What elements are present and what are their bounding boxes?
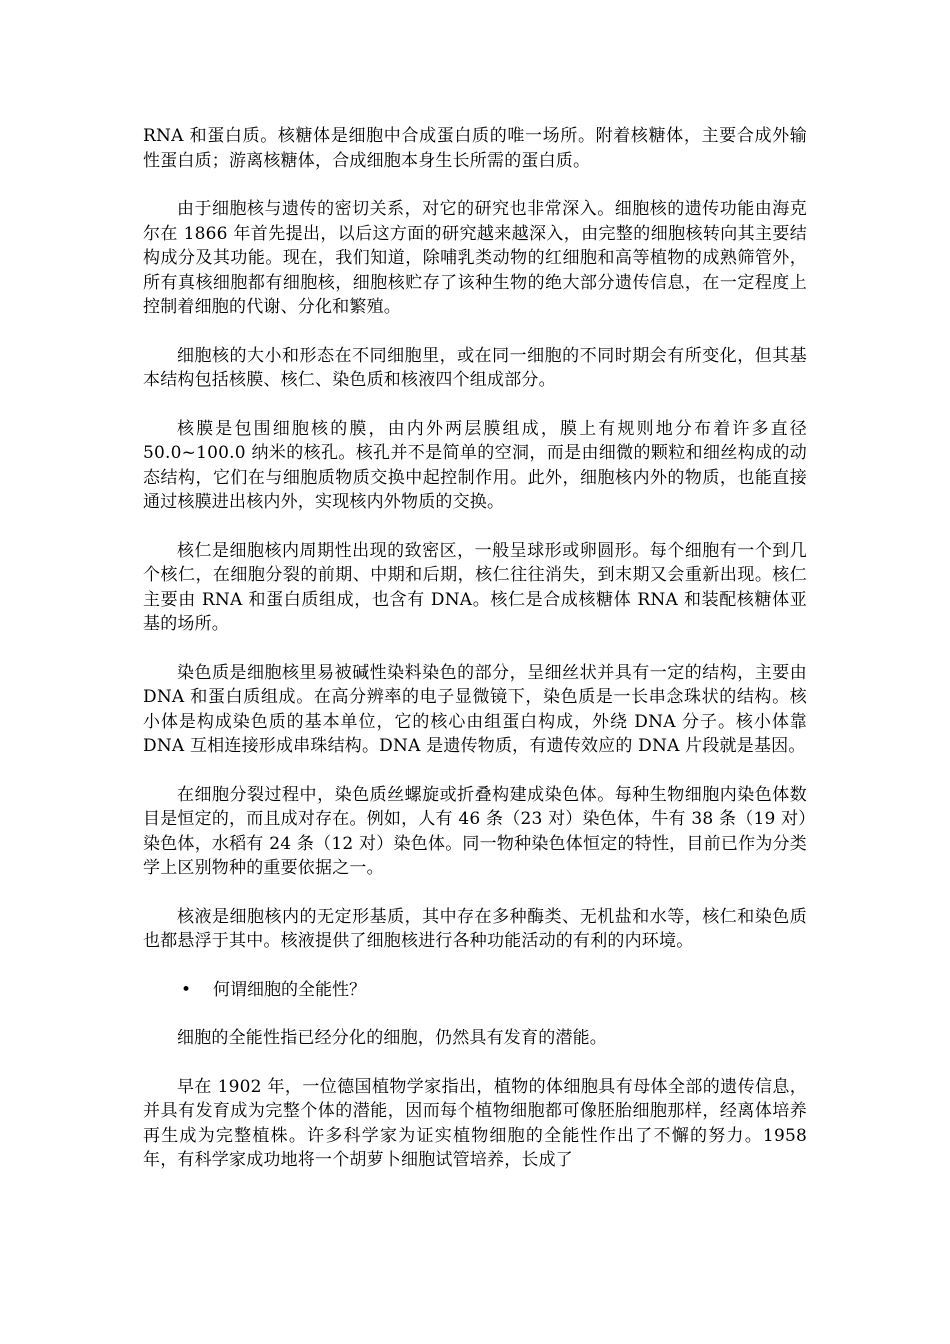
paragraph-totipotency-history: 早在 1902 年，一位德国植物学家指出，植物的体细胞具有母体全部的遗传信息，并具有发育成为完整个体的潜能，因而每个植物细胞都可像胚胎细胞那样，经离体培养再生成为完整植株。许多科学家为证实植物细胞的全能性作出了不懈的努力。1958 年，有科学家成功地将一个胡萝卜细胞试管培养，长成了 — [143, 1076, 807, 1170]
paragraph-gap — [143, 393, 807, 417]
paragraph-nucleolus: 核仁是细胞核内周期性出现的致密区，一般呈球形或卵圆形。每个细胞有一个到几个核仁，在细胞分裂的前期、中期和后期，核仁往往消失，到末期又会重新出现。核仁主要由 RNA 和蛋白质组成，也含有 DNA。核仁是合成核糖体 RNA 和装配核糖体亚基的场所。 — [143, 540, 807, 634]
paragraph-chromosome: 在细胞分裂过程中，染色质丝螺旋或折叠构建成染色体。每种生物细胞内染色体数目是恒定的，而且成对存在。例如，人有 46 条（23 对）染色体，牛有 38 条（19 对）染色体，水稻有 24 条（12 对）染色体。同一物种染色体恒定的特性，目前已作为分类学上区别物种的重要依据之一。 — [143, 784, 807, 878]
paragraph-nucleus-structure: 细胞核的大小和形态在不同细胞里，或在同一细胞的不同时期会有所变化，但其基本结构包括核膜、核仁、染色质和核液四个组成部分。 — [143, 345, 807, 390]
paragraph-gap — [143, 515, 807, 539]
paragraph-chromatin: 染色质是细胞核里易被碱性染料染色的部分，呈细丝状并具有一定的结构，主要由 DNA 和蛋白质组成。在高分辨率的电子显微镜下，染色质是一长串念珠状的结构。核小体是构成染色质的基本单位，它的核心由组蛋白构成，外绕 DNA 分子。核小体靠 DNA 互相连接形成串珠结构。DNA 是遗传物质，有遗传效应的 DNA 片段就是基因。 — [143, 662, 807, 756]
document-page — [143, 124, 807, 1173]
paragraph-nuclear-sap: 核液是细胞核内的无定形基质，其中存在多种酶类、无机盐和水等，核仁和染色质也都悬浮于其中。核液提供了细胞核进行各种功能活动的有利的内环境。 — [143, 906, 807, 951]
bullet-question-text: 何谓细胞的全能性？ — [213, 979, 366, 1000]
paragraph-nuclear-membrane: 核膜是包围细胞核的膜，由内外两层膜组成，膜上有规则地分布着许多直径 50.0~100.0 纳米的核孔。核孔并不是简单的空洞，而是由细微的颗粒和细丝构成的动态结构，它们在与细胞质物质交换中起控制作用。此外，细胞核内外的物质，也能直接通过核膜进出核内外，实现核内外物质的交换。 — [143, 418, 807, 512]
paragraph-ribosome: RNA 和蛋白质。核糖体是细胞中合成蛋白质的唯一场所。附着核糖体，主要合成外输性蛋白质；游离核糖体，合成细胞本身生长所需的蛋白质。 — [143, 126, 807, 171]
bullet-question — [143, 978, 807, 1003]
bullet-dot-icon: • — [181, 979, 192, 1000]
paragraph-gap — [143, 759, 807, 783]
paragraph-gap — [143, 637, 807, 661]
paragraph-gap — [143, 881, 807, 905]
paragraph-totipotency-definition: 细胞的全能性指已经分化的细胞，仍然具有发育的潜能。 — [177, 1028, 607, 1048]
paragraph-gap — [143, 954, 807, 978]
paragraph-gap — [143, 1002, 807, 1026]
paragraph-gap — [143, 1051, 807, 1075]
paragraph-gap — [143, 173, 807, 197]
paragraph-gap — [143, 320, 807, 344]
paragraph-nucleus-genetics: 由于细胞核与遗传的密切关系，对它的研究也非常深入。细胞核的遗传功能由海克尔在 1866 年首先提出，以后这方面的研究越来越深入，由完整的细胞核转向其主要结构成分及其功能。现在，我们知道，除哺乳类动物的红细胞和高等植物的成熟筛管外，所有真核细胞都有细胞核，细胞核贮存了该种生物的绝大部分遗传信息，在一定程度上控制着细胞的代谢、分化和繁殖。 — [143, 199, 807, 317]
